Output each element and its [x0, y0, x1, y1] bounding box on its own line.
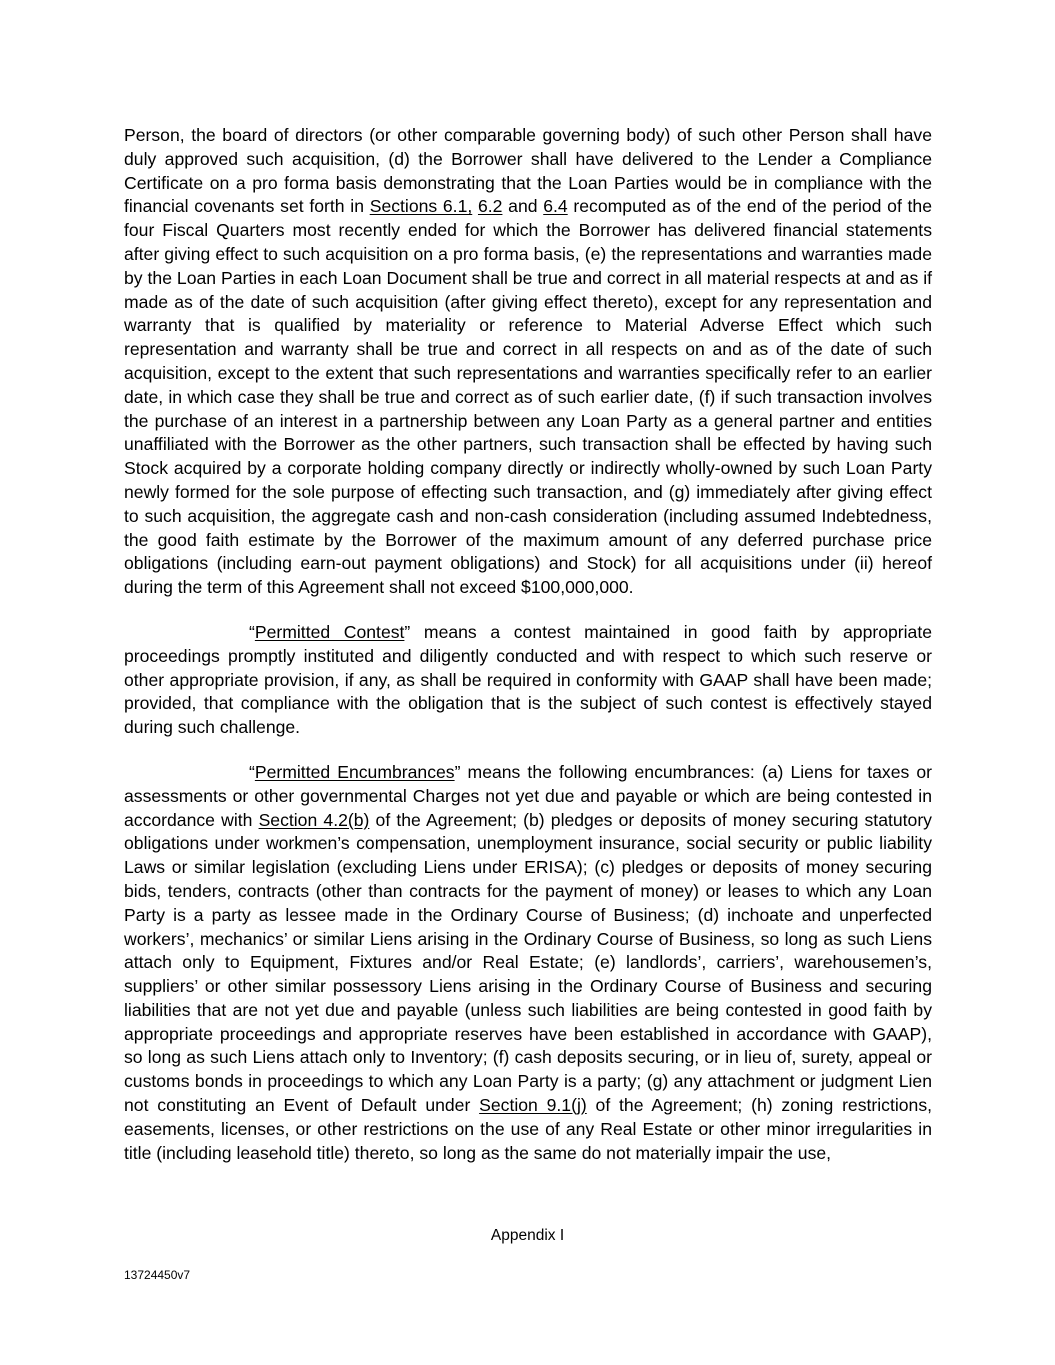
text: Person, the board of directors (or other comparable governing body) of such other Person shall have duly approved such acquisition, (d) the Borrower shall have delivered to the Lender a Compliance Certificate on a pro forma basis demonstrating that the Loan Parties would be in compliance with the financial covenants set forth in	[124, 125, 932, 217]
text: means a contest maintained in good faith by appropriate proceedings promptly instituted and diligently conducted and with respect to which such reserve or other appropriate provision, if any, as shall be required in conformity with GAAP shall have been made; provided, that compliance with the obligation that is the subject of such contest is effectively stayed during such challenge.	[124, 621, 933, 738]
section-reference: 6.2	[477, 196, 503, 217]
definition-permitted-contest: “Permitted Contest” means a contest maintained in good faith by appropriate proceedings promptly instituted and diligently conducted and with respect to which such reserve or other appropriate provision, if any, as shall be required in conformity with GAAP shall have been made; provided, that compliance with the obligation that is the subject of such contest is effectively stayed during such challenge.	[124, 621, 933, 738]
document-id: 13724450v7	[124, 1268, 191, 1282]
text: recomputed as of the end of the period of the four Fiscal Quarters most recently ended for which the Borrower has delivered financial statements after giving effect to such acquisition on a pro forma basis, (e) the representations and warranties made by the Loan Parties in each Loan Document shall be true and correct in all material respects at and as if made as of the date of such acquisition (after giving effect thereto), except for any representation and warranty that is qualified by materiality or reference to Material Adverse Effect which such representation and warranty shall be true and correct in all respects on and as of the date of such acquisition, except to the extent that such representations and warranties specifically refer to an earlier date, in which case they shall be true and correct as of such earlier date, (f) if such transaction involves the purchase of an interest in a partnership between any Loan Party as a general partner and entities unaffiliated with the Borrower as the other partners, such transaction shall be effected by having such Stock acquired by a corporate holding company directly or indirectly wholly-owned by such Loan Party newly formed for the sole purpose of effecting such transaction, and (g) immediately after giving effect to such acquisition, the aggregate cash and non-cash consideration (including assumed Indebtedness, the good faith estimate by the Borrower of the maximum amount of any deferred purchase price obligations (including earn-out payment obligations) and Stock) for all acquisitions under (ii) hereof during the term of this Agreement shall not exceed $100,000,000.	[124, 196, 933, 598]
defined-term: Permitted Contest	[254, 621, 405, 642]
definition-permitted-encumbrances: “Permitted Encumbrances” means the following encumbrances: (a) Liens for taxes or assessments or other governmental Charges not yet due and payable or which are being contested in accordance with Section 4.2(b) of the Agreement; (b) pledges or deposits of money securing statutory obligations under workmen’s compensation, unemployment insurance, social security or public liability Laws or similar legislation (excluding Liens under ERISA); (c) pledges or deposits of money securing bids, tenders, contracts (other than contracts for the payment of money) or leases to which any Loan Party is a party as lessee made in the Ordinary Course of Business; (d) inchoate and unperfected workers’, mechanics’ or similar Liens arising in the Ordinary Course of Business, so long as such Liens attach only to Equipment, Fixtures and/or Real Estate; (e) landlords’, carriers’, warehousemen’s, suppliers’ or other similar possessory Liens arising in the Ordinary Course of Business and securing liabilities that are not yet due and payable (unless such liabilities are being contested in good faith by appropriate proceedings and appropriate reserves have been established in accordance with GAAP), so long as such Liens attach only to Inventory; (f) cash deposits securing, or in lieu of, surety, appeal or customs bonds in proceedings to which any Loan Party is a party; (g) any attachment or judgment Lien not constituting an Event of Default under Section 9.1(j) of the Agreement; (h) zoning restrictions, easements, licenses, or other restrictions on the use of any Real Estate or other minor irregularities in title (including leasehold title) thereto, so long as the same do not materially impair the use,	[124, 761, 933, 1163]
section-reference: Sections 6.1,	[369, 196, 473, 217]
section-reference: 6.4	[543, 196, 568, 217]
section-reference: Section 4.2(b)	[258, 809, 370, 830]
paragraph-acquisition-conditions: Person, the board of directors (or other comparable governing body) of such other Person shall have duly approved such acquisition, (d) the Borrower shall have delivered to the Lender a Compliance Certificate on a pro forma basis demonstrating that the Loan Parties would be in compliance with the financial covenants set forth in Sections 6.1, 6.2 and 6.4 recomputed as of the end of the period of the four Fiscal Quarters most recently ended for which the Borrower has delivered financial statements after giving effect to such acquisition on a pro forma basis, (e) the representations and warranties made by the Loan Parties in each Loan Document shall be true and correct in all material respects at and as if made as of the date of such acquisition (after giving effect thereto), except for any representation and warranty that is qualified by materiality or reference to Material Adverse Effect which such representation and warranty shall be true and correct in all respects on and as of the date of such acquisition, except to the extent that such representations and warranties specifically refer to an earlier date, in which case they shall be true and correct as of such earlier date, (f) if such transaction involves the purchase of an interest in a partnership between any Loan Party as a general partner and entities unaffiliated with the Borrower as the other partners, such transaction shall be effected by having such Stock acquired by a corporate holding company directly or indirectly wholly-owned by such Loan Party newly formed for the sole purpose of effecting such transaction, and (g) immediately after giving effect to such acquisition, the aggregate cash and non-cash consideration (including assumed Indebtedness, the good faith estimate by the Borrower of the maximum amount of any deferred purchase price obligations (including earn-out payment obligations) and Stock) for all acquisitions under (ii) hereof during the term of this Agreement shall not exceed $100,000,000.	[124, 125, 933, 598]
text: of the Agreement; (b) pledges or deposits of money securing statutory obligations under workmen’s compensation, unemployment insurance, social security or public liability Laws or similar legislation (excluding Liens under ERISA); (c) pledges or deposits of money securing bids, tenders, contracts (other than contracts for the payment of money) or leases to which any Loan Party is a party as lessee made in the Ordinary Course of Business; (d) inchoate and unperfected workers’, mechanics’ or similar Liens arising in the Ordinary Course of Business, so long as such Liens attach only to Equipment, Fixtures and/or Real Estate; (e) landlords’, carriers’, warehousemen’s, suppliers’ or other similar possessory Liens arising in the Ordinary Course of Business and securing liabilities that are not yet due and payable (unless such liabilities are being contested in good faith by appropriate proceedings and appropriate reserves have been established in accordance with GAAP), so long as such Liens attach only to Inventory; (f) cash deposits securing, or in lieu of, surety, appeal or customs bonds in proceedings to which any Loan Party is a party; (g) any attachment or judgment Lien not constituting an Event of Default under	[124, 809, 932, 1116]
document-body	[124, 124, 932, 1165]
defined-term: Permitted Encumbrances	[254, 761, 455, 782]
text: of the Agreement; (h) zoning restrictions, easements, licenses, or other restrictions on the use of any Real Estate or other minor irregularities in title (including leasehold title) thereto, so long as the same do not materially impair the use,	[124, 1095, 933, 1163]
page-footer: Appendix I	[490, 1227, 565, 1244]
section-reference: Section 9.1(j)	[479, 1095, 587, 1116]
text: means the following encumbrances: (a) Liens for taxes or assessments or other governmental Charges not yet due and payable or which are being contested in accordance with	[124, 761, 933, 830]
